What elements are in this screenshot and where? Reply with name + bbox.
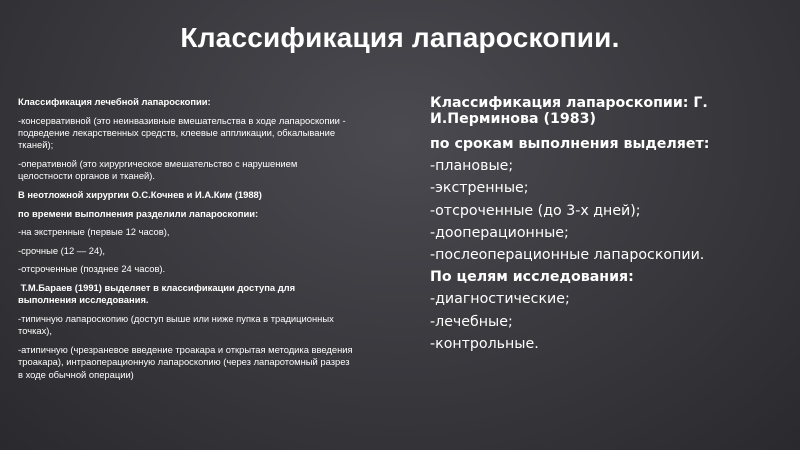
list-item-access-typical: -типичную лапароскопию (доступ выше или ниже пупка в традиционных точках), <box>18 312 334 337</box>
list-item-operative: -оперативной (это хирургическое вмешательство с нарушением целостности органов и тканей). <box>18 158 298 182</box>
left-column <box>18 96 353 387</box>
list-item-planned: -плановые; <box>430 158 514 175</box>
by-goals-heading: По целям исследования: <box>430 269 634 286</box>
by-time-heading: по времени выполнения разделили лапароскопии: <box>18 207 259 219</box>
emergency-surgery-heading: В неотложной хирургии О.С.Кочнев и И.А.Ким (1988) <box>18 189 262 200</box>
list-item-time-delayed: -отсроченные (позднее 24 часов). <box>18 263 166 275</box>
list-item-emergency: -экстренные; <box>430 180 529 197</box>
list-item-time-emergency: -на экстренные (первые 12 часов), <box>18 226 170 238</box>
list-item-postoperative: -послеоперационные лапароскопии. <box>430 247 705 264</box>
list-item-control: -контрольные. <box>430 335 539 352</box>
list-item-conservative: -консервативной (это неинвазивные вмешательства в ходе лапароскопии - подведение лекарственных средств, клеевые аппликации, обкалывание тканей); <box>18 114 346 151</box>
slide-title: Классификация лапароскопии. <box>180 22 620 53</box>
list-item-diagnostic: -диагностические; <box>430 291 570 308</box>
right-column <box>430 95 780 355</box>
list-item-delayed: -отсроченные (до 3-х дней); <box>430 202 641 219</box>
list-item-preoperative: -дооперационные; <box>430 224 569 241</box>
list-item-access-atypical: -атипичную (чрезраневое введение троакара и открытая методика введения троакара), интраоперационную лапароскопию (через лапаротомный разрез в ходе обычной операции) <box>18 343 353 380</box>
right-heading: Классификация лапароскопии: Г. И.Перминова (1983) <box>430 95 708 127</box>
by-terms-heading: по срокам выполнения выделяет: <box>430 136 710 152</box>
list-item-therapeutic: -лечебные; <box>430 313 513 330</box>
baraev-heading: Т.М.Бараев (1991) выделяет в классификации доступа для выполнения исследования. <box>18 281 298 306</box>
list-item-time-urgent: -срочные (12 — 24), <box>18 244 105 256</box>
left-heading: Классификация лечебной лапароскопии: <box>18 96 211 107</box>
